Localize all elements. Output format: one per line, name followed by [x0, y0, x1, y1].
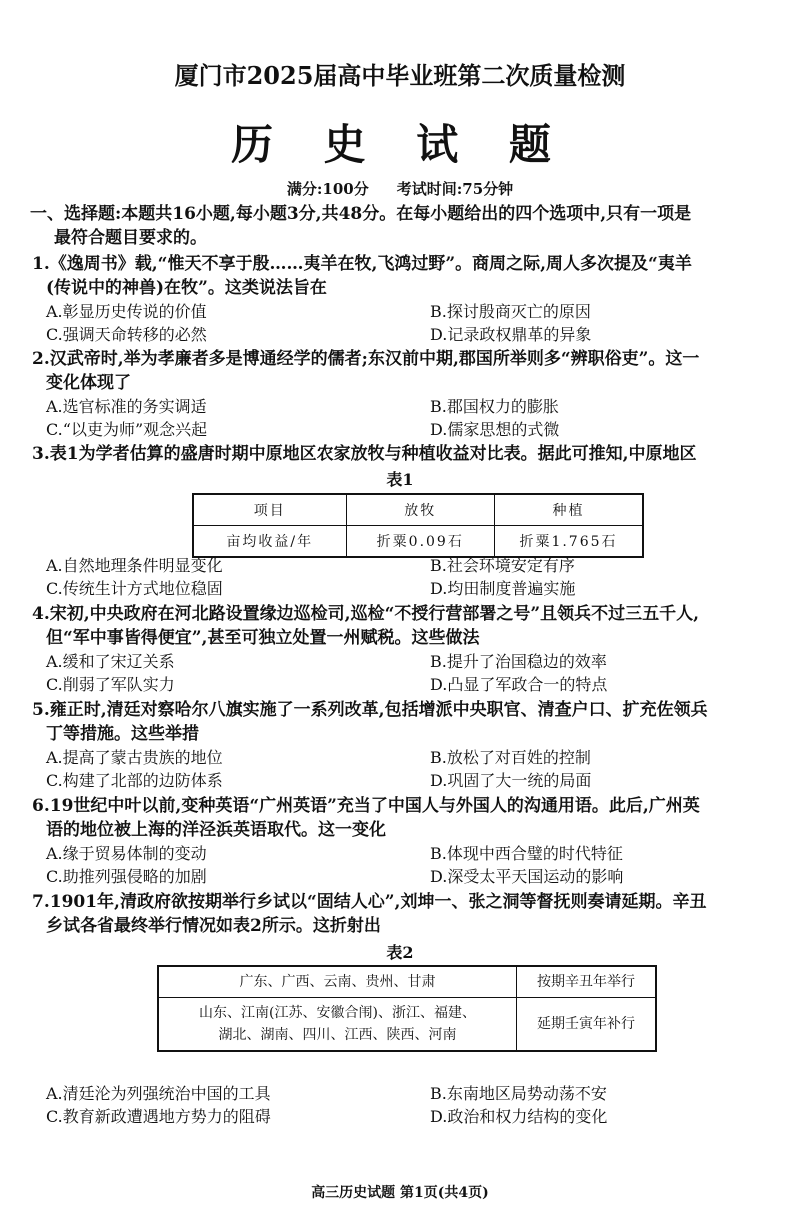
q7-option-d: D.政治和权力结构的变化	[430, 1107, 608, 1126]
q1-option-c: C.强调天命转移的必然	[46, 325, 207, 344]
exam-time: 考试时间:75分钟	[396, 180, 514, 198]
section-instructions-line2: 最符合题目要求的。	[54, 228, 207, 248]
table-cell: 按期辛丑年举行	[517, 966, 656, 998]
q7-option-b: B.东南地区局势动荡不安	[430, 1084, 607, 1103]
question-3-line1: 3.表1为学者估算的盛唐时期中原地区农家放牧与种植收益对比表。据此可推知,中原地区	[32, 444, 697, 464]
table-cell-line: 山东、江南(江苏、安徽合闱)、浙江、福建、	[199, 1005, 476, 1021]
q2-option-c: C.“以吏为师”观念兴起	[46, 420, 208, 439]
question-7-line2: 乡试各省最终举行情况如表2所示。这折射出	[46, 916, 381, 936]
question-4-line2: 但“军中事皆得便宜”,甚至可独立处置一州赋税。这些做法	[46, 628, 480, 648]
q5-option-c: C.构建了北部的边防体系	[46, 771, 223, 790]
q1-option-a: A.彰显历史传说的价值	[46, 302, 207, 321]
table-cell: 亩均收益/年	[193, 526, 346, 558]
table-cell-line: 湖北、湖南、四川、江西、陕西、河南	[218, 1027, 457, 1043]
table-row	[158, 998, 656, 1052]
table-row	[193, 526, 643, 558]
q6-option-a: A.缘于贸易体制的变动	[46, 844, 207, 863]
table-row	[158, 966, 656, 998]
table-row	[193, 494, 643, 526]
q1-option-b: B.探讨殷商灭亡的原因	[430, 302, 591, 321]
table-header: 放牧	[346, 494, 495, 526]
table-cell: 延期壬寅年补行	[517, 998, 656, 1052]
section-instructions-line1: 一、选择题:本题共16小题,每小题3分,共48分。在每小题给出的四个选项中,只有一项是	[30, 204, 692, 224]
q2-option-b: B.郡国权力的膨胀	[430, 397, 559, 416]
question-7-line1: 7.1901年,清政府欲按期举行乡试以“固结人心”,刘坤一、张之洞等督抚则奏请延期。辛丑	[32, 892, 707, 912]
question-2-line1: 2.汉武帝时,举为孝廉者多是博通经学的儒者;东汉前中期,郡国所举则多“辨职俗吏”。这一	[32, 349, 700, 369]
subject-title: 历 史 试 题	[231, 120, 569, 169]
table-2	[157, 965, 657, 1052]
table-2-caption: 表2	[386, 943, 414, 962]
exam-meta	[0, 178, 800, 199]
table-1-caption: 表1	[386, 470, 414, 489]
q2-option-d: D.儒家思想的式微	[430, 420, 560, 439]
question-6-line1: 6.19世纪中叶以前,变种英语“广州英语”充当了中国人与外国人的沟通用语。此后,广州英	[32, 796, 700, 816]
q7-option-c: C.教育新政遭遇地方势力的阻碍	[46, 1107, 271, 1126]
question-5-line1: 5.雍正时,清廷对察哈尔八旗实施了一系列改革,包括增派中央职官、清查户口、扩充佐领兵	[32, 700, 708, 720]
q3-option-c: C.传统生计方式地位稳固	[46, 579, 223, 598]
q1-option-d: D.记录政权鼎革的异象	[430, 325, 592, 344]
page-footer: 高三历史试题 第1页(共4页)	[311, 1185, 489, 1201]
table-1	[192, 493, 644, 558]
question-6-line2: 语的地位被上海的洋泾浜英语取代。这一变化	[46, 820, 386, 840]
full-score: 满分:100分	[286, 180, 369, 198]
question-5-line2: 丁等措施。这些举措	[46, 724, 199, 744]
table-cell	[158, 998, 517, 1052]
question-1-line2: (传说中的神兽)在牧”。这类说法旨在	[46, 278, 327, 298]
q6-option-b: B.体现中西合璧的时代特征	[430, 844, 623, 863]
q5-option-a: A.提高了蒙古贵族的地位	[46, 748, 223, 767]
table-header: 种植	[495, 494, 644, 526]
q3-option-b: B.社会环境安定有序	[430, 556, 575, 575]
q5-option-b: B.放松了对百姓的控制	[430, 748, 591, 767]
q3-option-a: A.自然地理条件明显变化	[46, 556, 223, 575]
question-2-line2: 变化体现了	[46, 373, 131, 393]
table-cell: 广东、广西、云南、贵州、甘肃	[158, 966, 517, 998]
q4-option-b: B.提升了治国稳边的效率	[430, 652, 607, 671]
table-cell: 折粟0.09石	[346, 526, 495, 558]
table-cell: 折粟1.765石	[495, 526, 644, 558]
q2-option-a: A.选官标准的务实调适	[46, 397, 207, 416]
q6-option-c: C.助推列强侵略的加剧	[46, 867, 207, 886]
q5-option-d: D.巩固了大一统的局面	[430, 771, 592, 790]
table-header: 项目	[193, 494, 346, 526]
q7-option-a: A.清廷沦为列强统治中国的工具	[46, 1084, 271, 1103]
q6-option-d: D.深受太平天国运动的影响	[430, 867, 624, 886]
q4-option-c: C.削弱了军队实力	[46, 675, 175, 694]
q3-option-d: D.均田制度普遍实施	[430, 579, 576, 598]
exam-header-title: 厦门市2025届高中毕业班第二次质量检测	[174, 61, 626, 90]
q4-option-d: D.凸显了军政合一的特点	[430, 675, 608, 694]
question-1-line1: 1.《逸周书》载,“惟天不享于殷……夷羊在牧,飞鸿过野”。商周之际,周人多次提及“夷羊	[32, 254, 692, 274]
question-4-line1: 4.宋初,中央政府在河北路设置缘边巡检司,巡检“不授行营部署之号”且领兵不过三五千人,	[32, 604, 700, 624]
q4-option-a: A.缓和了宋辽关系	[46, 652, 175, 671]
